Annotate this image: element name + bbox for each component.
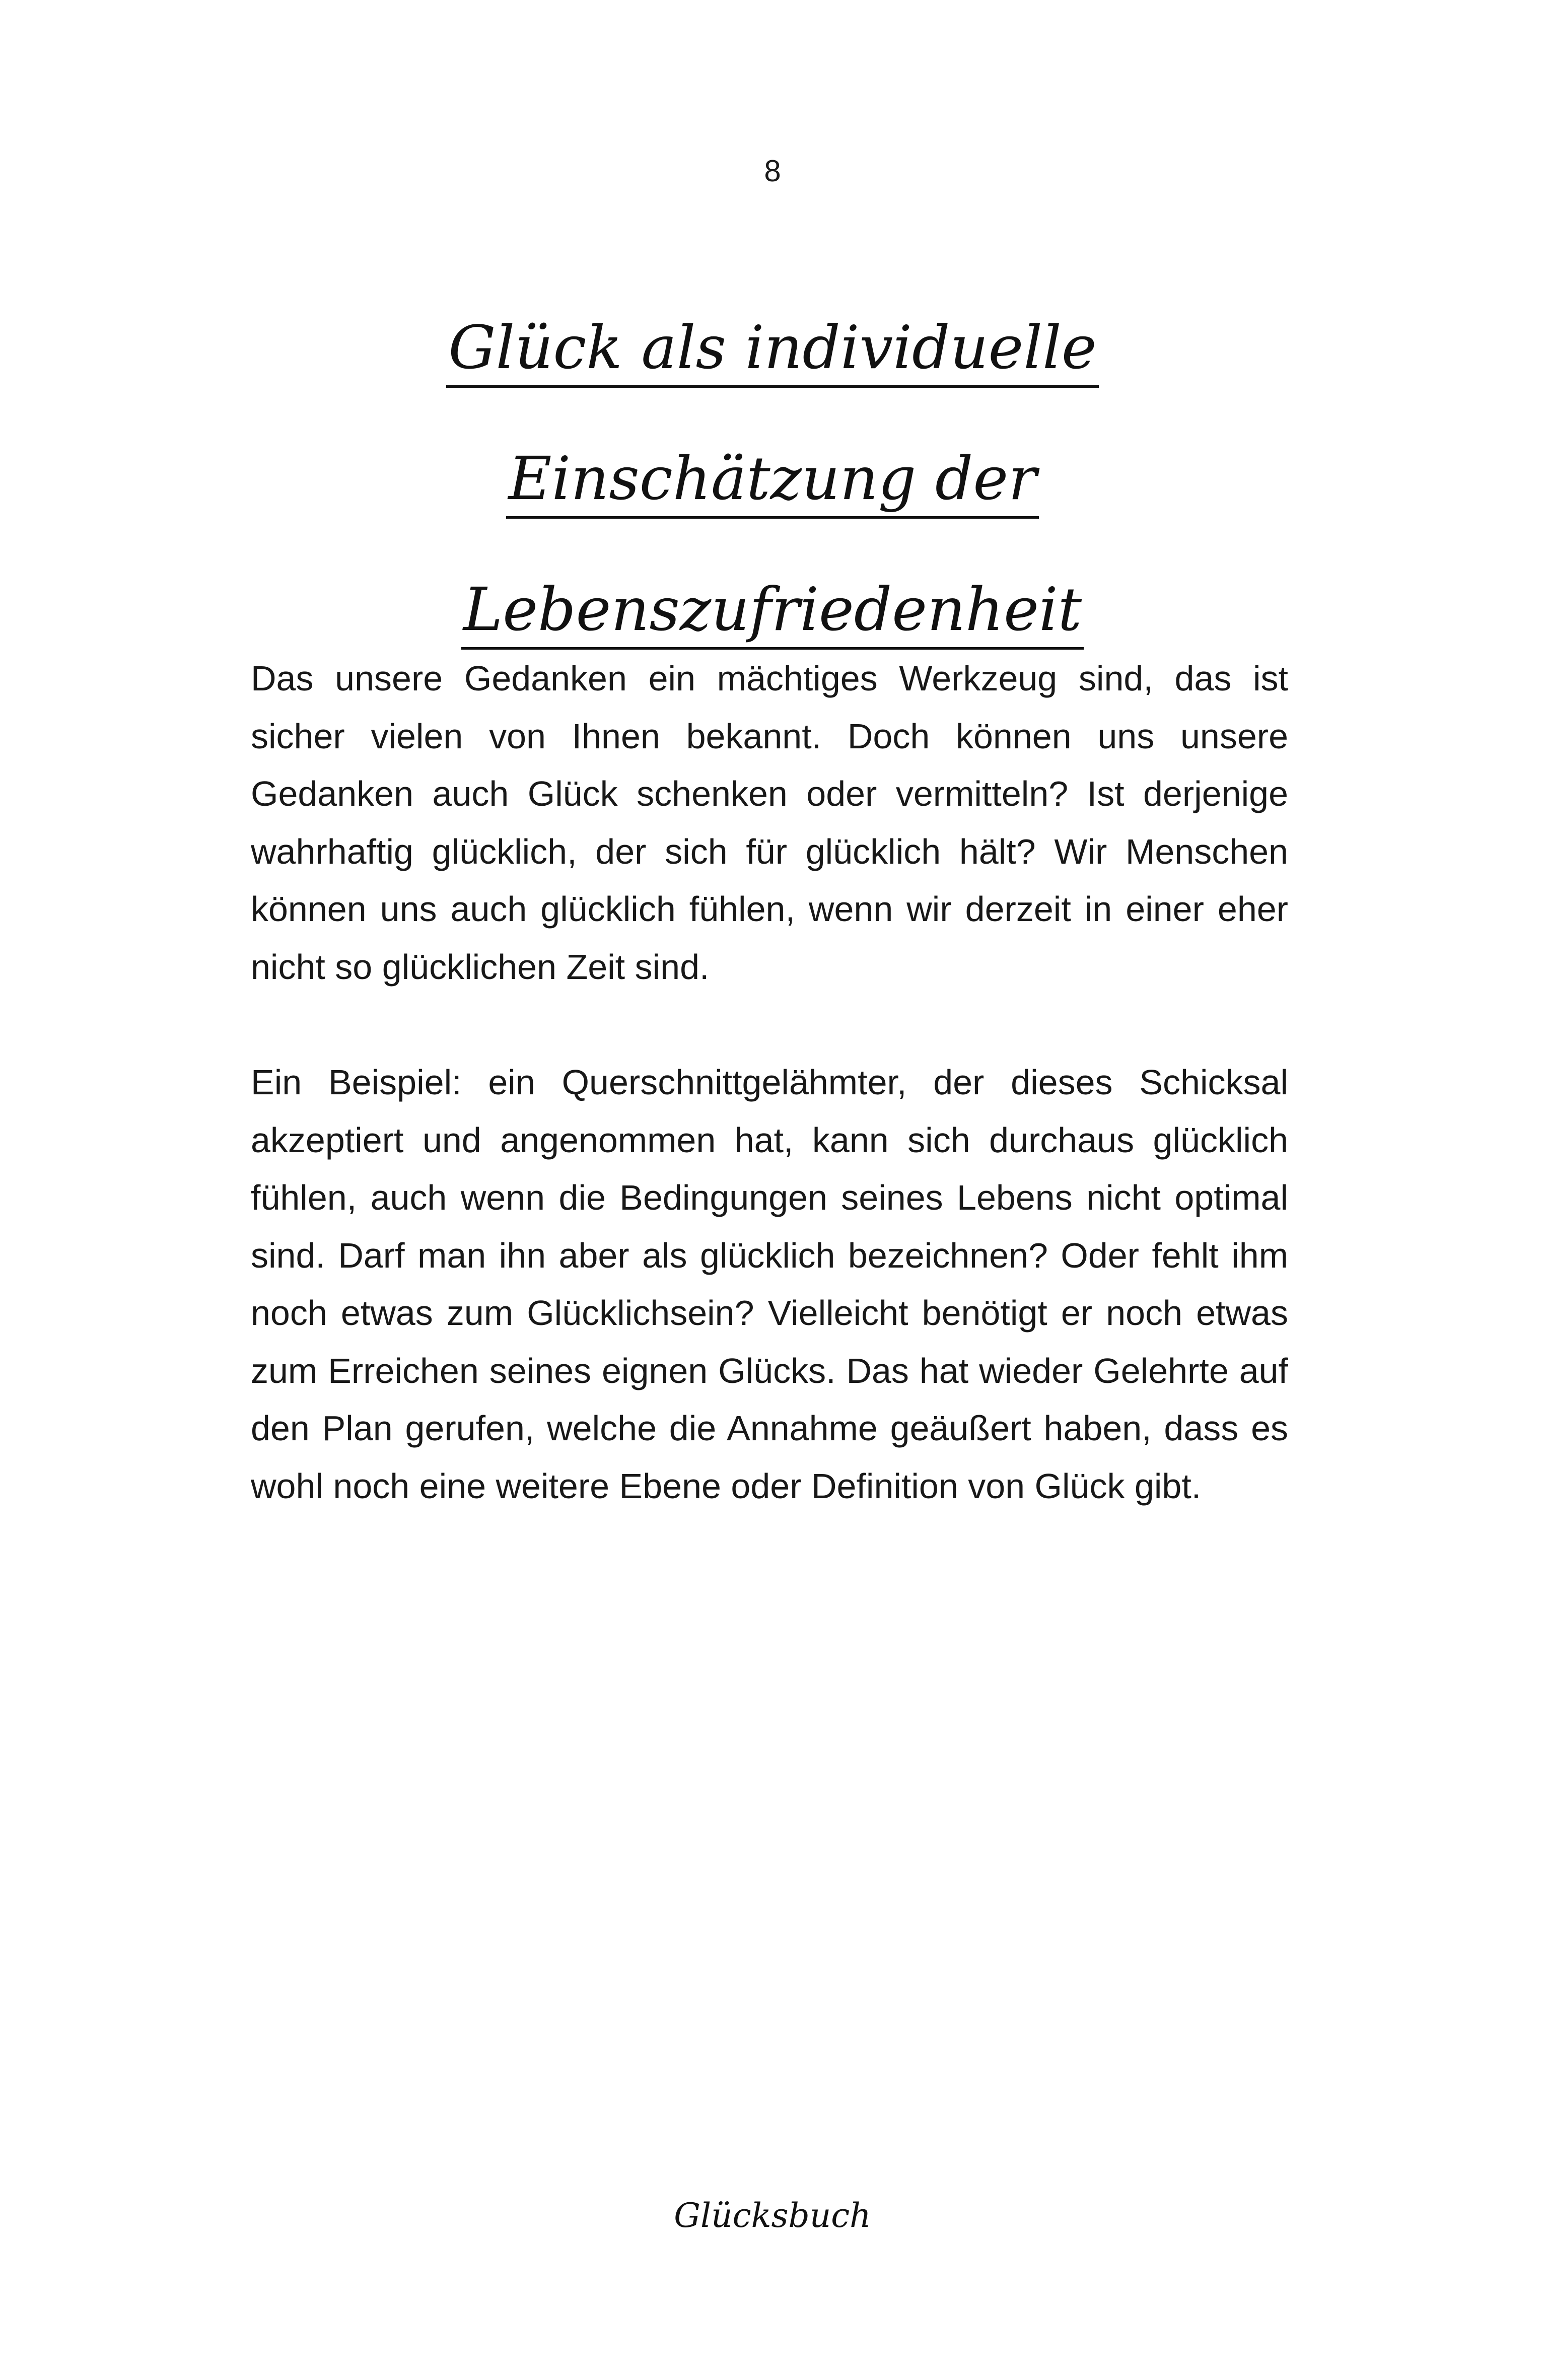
running-footer: Glücksbuch (674, 2196, 871, 2235)
paragraph-2: Ein Beispiel: ein Querschnittgelähmter, der dieses Schicksal akzeptiert und angenommen hat, kann sich durchaus glücklich fühlen, auch wenn die Bedingungen seines Lebens nicht optimal sind. Darf man ihn aber als glücklich bezeichnen? Oder fehlt ihm noch etwas zum Glücklichsein? Vielleicht benötigt er noch etwas zum Erreichen seines eignen Glücks. Das hat wieder Gelehrte auf den Plan gerufen, welche die Annahme geäußert haben, dass es wohl noch eine weitere Ebene oder Definition von Glück gibt. (251, 1063, 1288, 1506)
chapter-title-line-1: Glück als individuelle (446, 310, 1098, 388)
page-number: 8 (764, 154, 781, 188)
chapter-title-line-2: Einschätzung der (506, 441, 1038, 519)
paragraph-1: Das unsere Gedanken ein mächtiges Werkzeug sind, das ist sicher vielen von Ihnen bekannt. Doch können uns unsere Gedanken auch Glück schenken oder vermitteln? Ist derjenige wahrhaftig glücklich, der sich für glücklich hält? Wir Menschen können uns auch glücklich fühlen, wenn wir derzeit in einer eher nicht so glücklichen Zeit sind. (251, 659, 1288, 987)
chapter-title (353, 292, 1192, 685)
chapter-title-line-3: Lebenszufriedenheit (461, 572, 1084, 650)
body-text (251, 650, 1288, 1573)
